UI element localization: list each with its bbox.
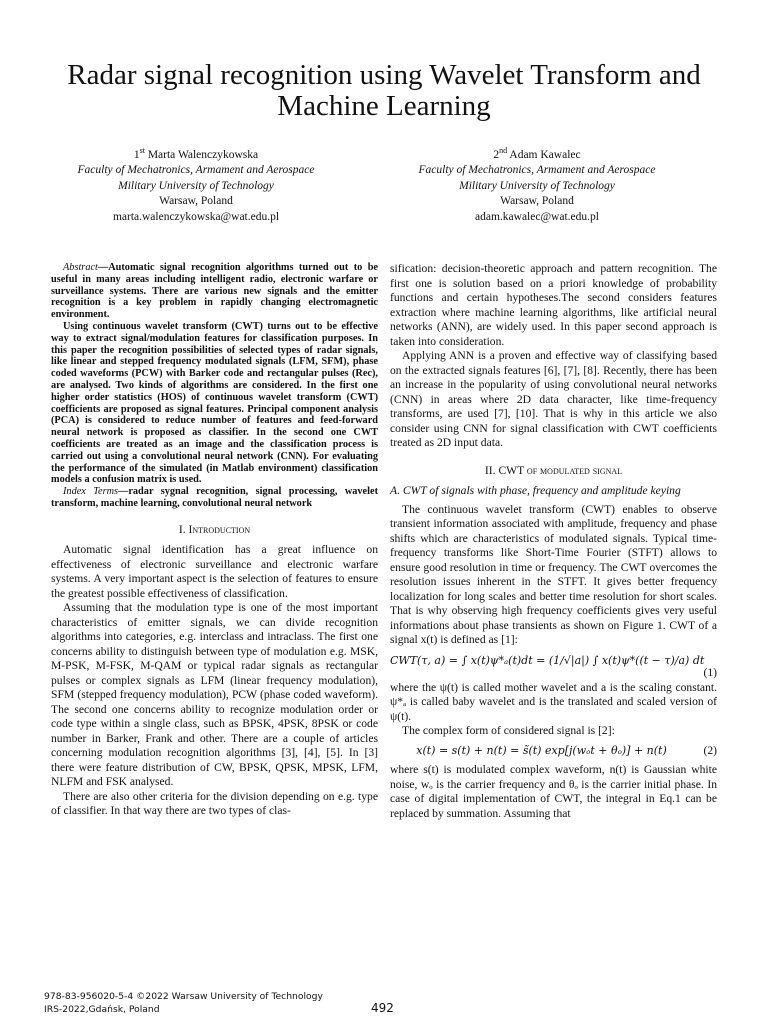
author-1 — [46, 143, 346, 225]
equation-1-number: (1) — [703, 666, 717, 679]
author-1-ordinal: 1 — [133, 148, 140, 161]
intro-paragraph-1: Automatic signal identification has a great influence on effectiveness of electronic surveillance and electronic warfare systems. A very important aspect is the selection of features to ensure the greatest possible effectiveness of classification. — [51, 543, 378, 600]
equation-1: CWT(τ, a) = ∫ x(t)ψ*ₐ(t)dt = (1/√|a|) ∫ x(t)ψ*((t − τ)/a) dt — [390, 653, 705, 667]
paper-title: Radar signal recognition using Wavelet Transform and Machine Learning — [67, 59, 701, 122]
equation-2 — [390, 744, 717, 759]
right-column — [390, 262, 717, 821]
author-2-name: Adam Kawalec — [509, 148, 581, 161]
author-2-city: Warsaw, Poland — [500, 195, 574, 208]
intro-paragraph-3-continued: sification: decision-theoretic approach and pattern recognition. The first one is solution based on a priori knowledge of probability functions and certain hypotheses.The second considers features extraction where machine learning algorithms, like artificial neural networks (ANN), are widely used. In this paper second approach is taken into consideration. — [390, 262, 717, 348]
intro-paragraph-2: Assuming that the modulation type is one of the most important characteristics of emitter signals, we can divide recognition algorithms into categories, e.g. interclass and intraclass. The first one concerns ability to distinguish between type of modulation e.g. MSK, M-PSK, M-FSK, M-QAM or typical radar signals as rectangular pulses or complex signals as LFM (linear frequency modulation), SFM (stepped frequency modulation), PCW (phase coded waveform). The second one concerns ability to recognize modulation order or code type within a single class, such as BPSK, 4PSK, 8PSK or code number in Barker, Frank and other. There are a couple of articles concerning modulation recognition algorithms [3], [4], [5]. In [3] there were feature distribution of CW, BPSK, QPSK, MPSK, LFM, NLFM and FSK analysed. — [51, 601, 378, 789]
subsection-a-heading: A. CWT of signals with phase, frequency and amplitude keying — [390, 484, 681, 497]
abstract-p2: Using continuous wavelet transform (CWT) turns out to be effective way to extract signal/modulation features for classification purposes. In this paper the recognition possibilities of selected types of radar signals, like linear and stepped frequency modulated signals (LFM, SFM), phase coded waveforms (PCW) with Barker code and rectangular pulses (Rec), are analysed. Two kinds of algorithms are considered. In the first one higher order statistics (HOS) of continuous wavelet transform (CWT) coefficients are proposed as signal features. Principal component analysis (PCA) is considered to reduce number of features and feed-forward neural network is proposed as classifier. In the second one CWT coefficients are treated as an image and the classification process is carried out using a convolutional neural network (CNN). For evaluating the performance of the simulated (in Matlab environment) classification models a confusion matrix is used. — [51, 320, 378, 486]
section-2-number: II. — [484, 463, 496, 477]
section-2-title-b: of modulated signal — [526, 463, 623, 477]
section-2-title-a: CWT — [498, 463, 525, 477]
cwt-paragraph-2: where the ψ(t) is called mother wavelet and a is the scaling constant. ψ*ₐ is called baby wavelet and is the translated and scaled version of ψ(t). — [390, 680, 717, 723]
index-terms-text: —radar sygnal recognition, signal processing, wavelet transform, machine learning, convolutional neural network — [51, 486, 378, 509]
author-1-ordinal-suffix: st — [139, 146, 145, 155]
author-2-ordinal: 2 — [493, 148, 500, 161]
author-2-email: adam.kawalec@wat.edu.pl — [475, 210, 599, 223]
index-terms — [51, 486, 378, 510]
cwt-paragraph-1: The continuous wavelet transform (CWT) enables to observe transient information associated with amplitude, frequency and phase shifts which are characteristics of modulated signals. Typical time-frequency transforms like Short-Time Fourier (STFT) allows to ensure good resolution in time or frequency. The CWT overcomes the resolution issues inherent in the STFT. It gives better frequency localization for long scales and better time resolution for short scales. That is why observing high frequency coefficients gives very useful informations about phase transients as shown on Figure 1. CWT of a signal x(t) is defined as [1]: — [390, 502, 717, 646]
index-terms-lead: Index Terms — [63, 486, 119, 498]
intro-paragraph-4: Applying ANN is a proven and effective way of classifying based on the extracted signals features [6], [7], [8]. Recently, there has been an increase in the popularity of using convolutional neural networks (CNN) in areas where 2D data character, like time-frequency transforms, are used [7], [10]. That is why in this article we also consider using CNN for signal classification with CWT coefficients treated as 2D input data. — [390, 349, 717, 449]
author-1-name: Marta Walenczykowska — [147, 148, 259, 161]
author-1-dept: Faculty of Mechatronics, Armament and Aerospace — [77, 164, 315, 177]
author-2-org: Military University of Technology — [459, 179, 615, 192]
cwt-paragraph-4: where s(t) is modulated complex waveform, n(t) is Gaussian white noise, wₒ is the carrier frequency and θₒ is the carrier initial phase. In case of digital implementation of CWT, the integral in Eq.1 can be replaced by summation. Assuming that — [390, 763, 717, 820]
author-1-email: marta.walenczykowska@wat.edu.pl — [112, 210, 280, 223]
page-number: 492 — [371, 1001, 394, 1015]
footer-conference: IRS-2022,Gdańsk, Poland — [44, 1003, 160, 1015]
footer-isbn: 978-83-956020-5-4 ©2022 Warsaw University of Technology — [44, 991, 323, 1002]
author-2 — [387, 143, 687, 225]
footer — [44, 991, 323, 1016]
section-1-heading — [51, 523, 378, 538]
intro-paragraph-3: There are also other criteria for the division depending on e.g. type of classifier. In that way there are two types of clas- — [51, 789, 378, 818]
section-1-number: I. — [178, 522, 186, 536]
section-2-heading — [390, 464, 717, 479]
abstract — [51, 262, 378, 486]
equation-2-body: x(t) = s(t) + n(t) = s̃(t) exp[j(wₒt + θₒ)] + n(t) — [416, 743, 667, 757]
author-2-dept: Faculty of Mechatronics, Armament and Aerospace — [418, 164, 656, 177]
abstract-lead: Abstract — [63, 262, 98, 273]
equation-2-number: (2) — [703, 743, 717, 757]
left-column — [51, 262, 378, 819]
author-1-city: Warsaw, Poland — [159, 195, 233, 208]
author-1-org: Military University of Technology — [118, 179, 274, 192]
abstract-p1: —Automatic signal recognition algorithms turned out to be useful in many areas including intelligent radio, electronic warfare or surveillance systems. There are various new signals and the emitter recognition is a key problem in rapidly changing electromagnetic environment. — [51, 262, 378, 321]
author-2-ordinal-suffix: nd — [499, 146, 508, 155]
cwt-paragraph-3: The complex form of considered signal is [2]: — [402, 724, 615, 737]
section-1-title: Introduction — [188, 522, 251, 536]
